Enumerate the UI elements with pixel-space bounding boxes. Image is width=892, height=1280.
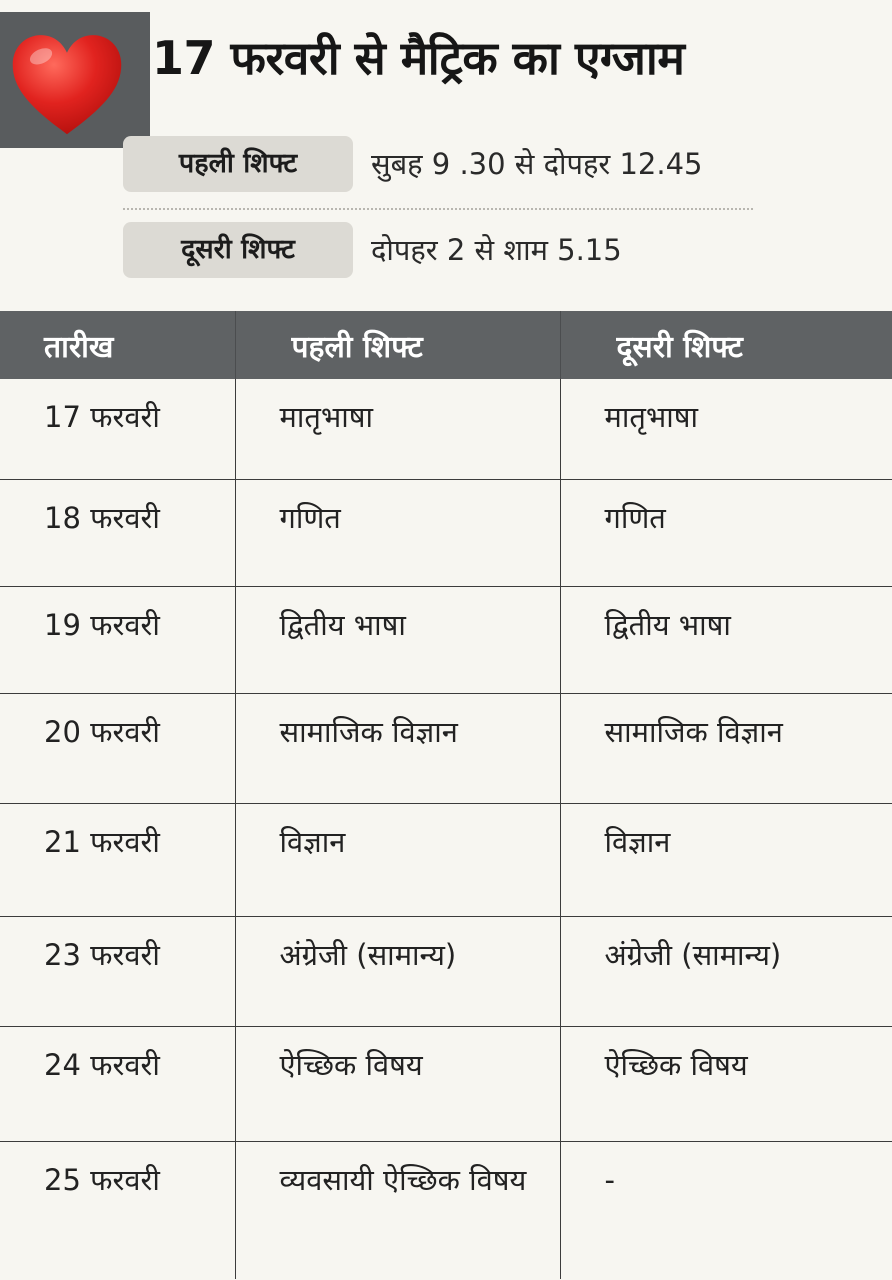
page-title: 17 फरवरी से मैट्रिक का एग्जाम <box>152 31 685 85</box>
table-row <box>0 1141 892 1279</box>
first-shift-subject: गणित <box>235 479 560 586</box>
date-cell: 24 फरवरी <box>0 1026 235 1141</box>
second-shift-subject: विज्ञान <box>560 803 892 916</box>
table-row <box>0 379 892 479</box>
shift-info-second <box>123 222 763 278</box>
table-row <box>0 693 892 803</box>
date-cell: 21 फरवरी <box>0 803 235 916</box>
second-shift-subject: ऐच्छिक विषय <box>560 1026 892 1141</box>
first-shift-subject: व्यवसायी ऐच्छिक विषय <box>235 1141 560 1279</box>
first-shift-subject: सामाजिक विज्ञान <box>235 693 560 803</box>
second-shift-subject: सामाजिक विज्ञान <box>560 693 892 803</box>
column-header-date: तारीख <box>0 311 235 379</box>
second-shift-subject: द्वितीय भाषा <box>560 586 892 693</box>
table-row <box>0 1026 892 1141</box>
second-shift-subject: गणित <box>560 479 892 586</box>
first-shift-subject: विज्ञान <box>235 803 560 916</box>
second-shift-subject: अंग्रेजी (सामान्य) <box>560 916 892 1026</box>
header <box>0 0 892 310</box>
exam-schedule-table <box>0 311 892 1279</box>
divider <box>123 208 753 210</box>
table-row <box>0 586 892 693</box>
first-shift-subject: ऐच्छिक विषय <box>235 1026 560 1141</box>
column-header-first-shift: पहली शिफ्ट <box>235 311 560 379</box>
second-shift-subject: - <box>560 1141 892 1279</box>
shift-time: दोपहर 2 से शाम 5.15 <box>371 233 622 267</box>
table-row <box>0 916 892 1026</box>
first-shift-subject: द्वितीय भाषा <box>235 586 560 693</box>
column-header-second-shift: दूसरी शिफ्ट <box>560 311 892 379</box>
second-shift-subject: मातृभाषा <box>604 400 699 434</box>
first-shift-subject: अंग्रेजी (सामान्य) <box>235 916 560 1026</box>
date-cell: 23 फरवरी <box>0 916 235 1026</box>
date-cell: 17 फरवरी <box>0 379 235 479</box>
table-row <box>0 803 892 916</box>
shift-label: पहली शिफ्ट <box>123 136 353 192</box>
heart-icon <box>8 28 126 146</box>
table-row <box>0 479 892 586</box>
date-cell: 20 फरवरी <box>0 693 235 803</box>
date-cell: 19 फरवरी <box>0 586 235 693</box>
shift-info-first <box>123 136 763 192</box>
shift-time: सुबह 9 .30 से दोपहर 12.45 <box>371 147 703 181</box>
date-cell: 25 फरवरी <box>0 1141 235 1279</box>
date-cell: 18 फरवरी <box>0 479 235 586</box>
shift-label: दूसरी शिफ्ट <box>123 222 353 278</box>
table-header-row <box>0 311 892 379</box>
first-shift-subject: मातृभाषा <box>235 379 560 479</box>
